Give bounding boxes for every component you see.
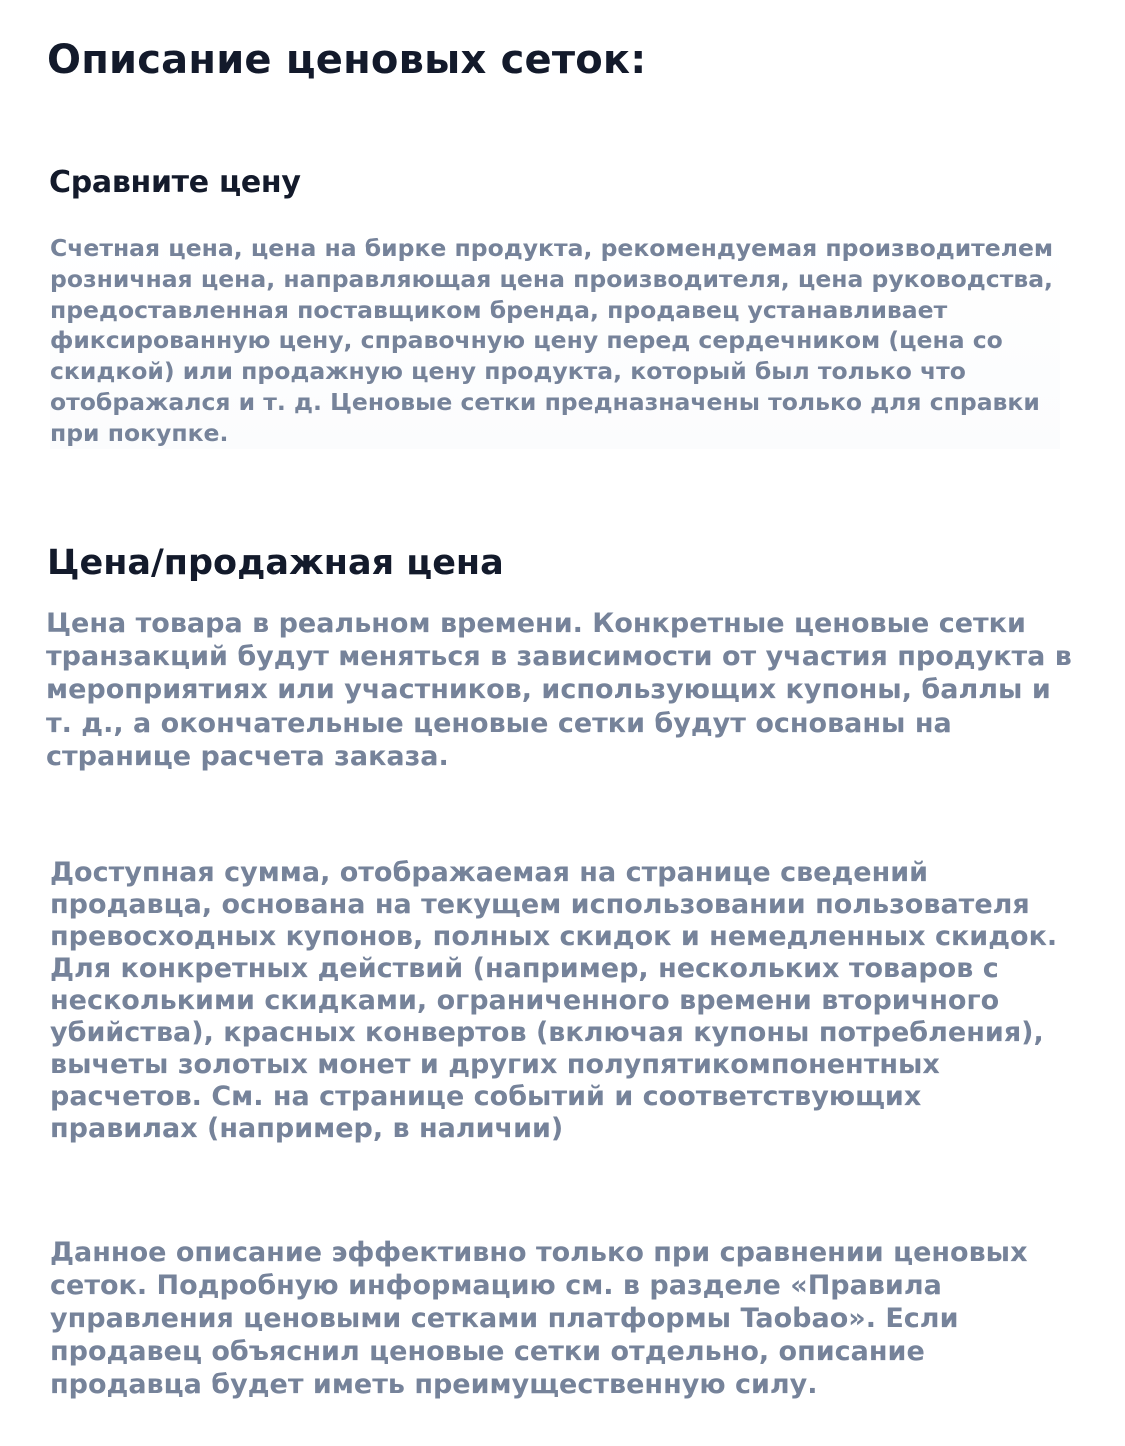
compare-price-heading: Сравните цену xyxy=(49,165,301,200)
disclaimer-note: Данное описание эффективно только при сравнении ценовых сеток. Подробную информацию см. в разделе «Правила управления ценовыми сетками платформы Taobao». Если продавец объяснил ценовые сетки отдельно, описание продавца будет иметь преимущественную силу. xyxy=(50,1237,1028,1400)
sale-price-heading: Цена/продажная цена xyxy=(47,543,504,583)
compare-price-description: Счетная цена, цена на бирке продукта, рекомендуемая производителем розничная цена, направляющая цена производителя, цена руководства, предоставленная поставщиком бренда, продавец устанавливает фиксированную цену, справочную цену перед сердечником (цена со скидкой) или продажную цену продукта, который был только что отображался и т. д. Ценовые сетки предназначены только для справки при покупке. xyxy=(50,233,1060,449)
page-title: Описание ценовых сеток: xyxy=(47,37,647,83)
available-amount-description: Доступная сумма, отображаемая на странице сведений продавца, основана на текущем использовании пользователя превосходных купонов, полных скидок и немедленных скидок. Для конкретных действий (например, нескольких товаров с несколькими скидками, ограниченного времени вторичного убийства), красных конвертов (включая купоны потребления), вычеты золотых монет и других полупятикомпонентных расчетов. См. на странице событий и соответствующих правилах (например, в наличии) xyxy=(50,857,1058,1144)
sale-price-description: Цена товара в реальном времени. Конкретные ценовые сетки транзакций будут меняться в зависимости от участия продукта в мероприятиях или участников, использующих купоны, баллы и т. д., а окончательные ценовые сетки будут основаны на странице расчета заказа. xyxy=(46,608,1072,772)
